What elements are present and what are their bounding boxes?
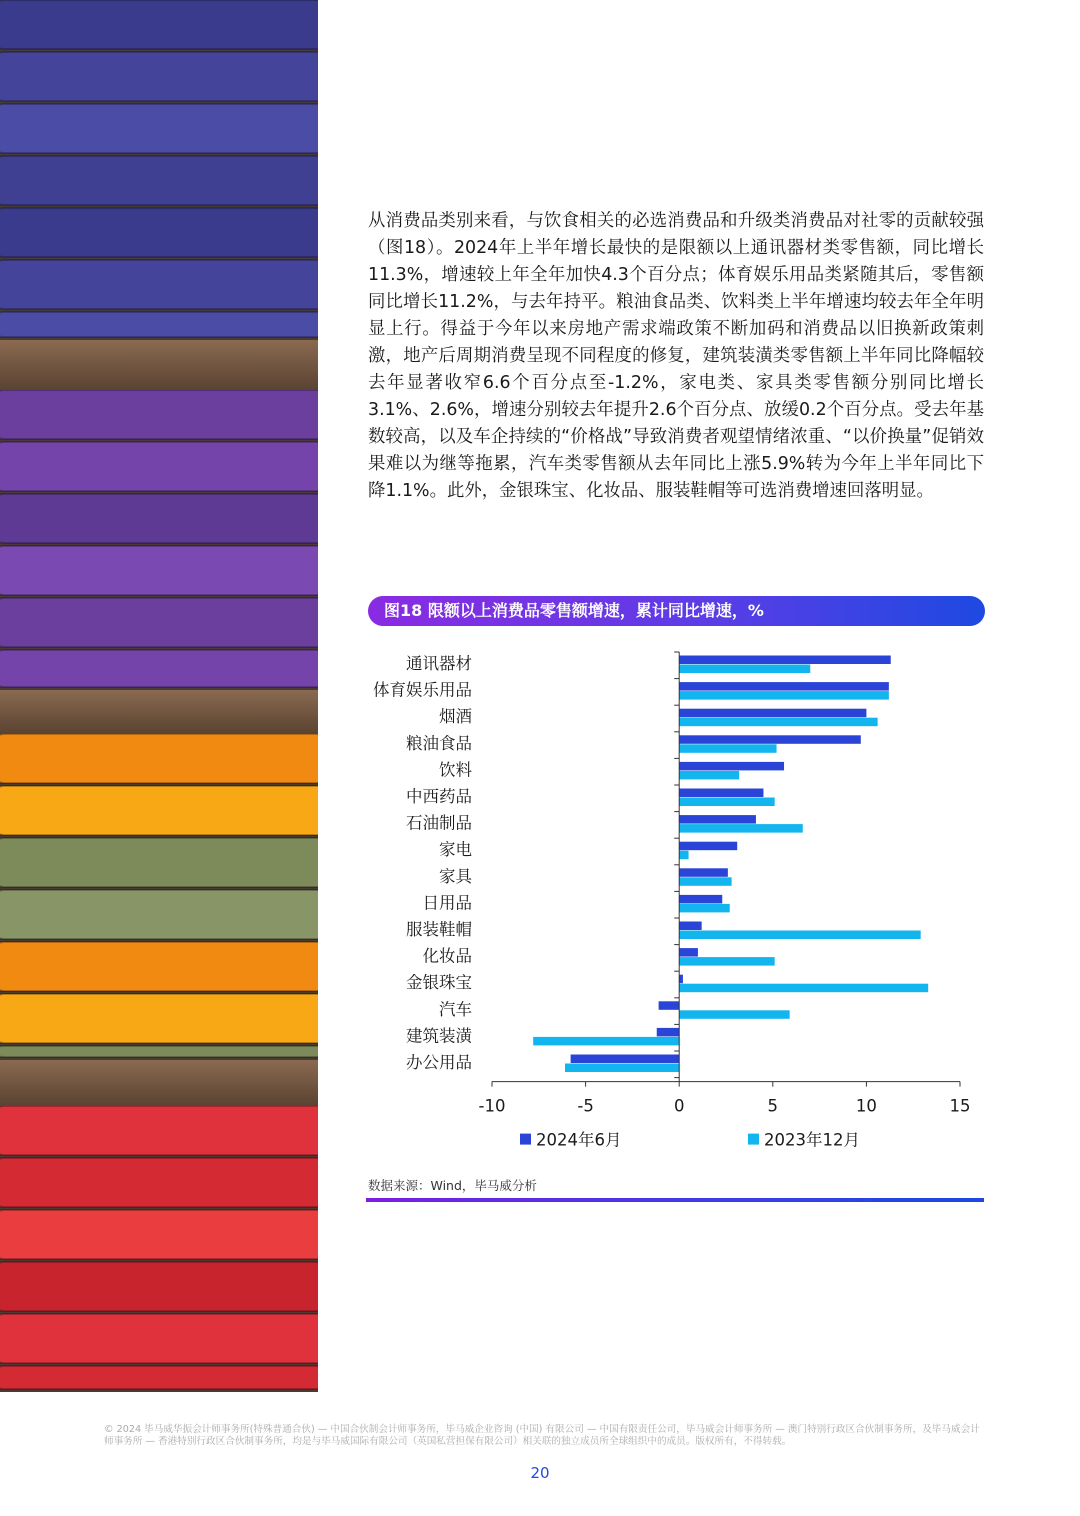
- bar-2023-12: [679, 957, 774, 966]
- x-tick-label: 5: [767, 1096, 779, 1116]
- bar-2024-06: [679, 789, 763, 798]
- bar-2023-12: [679, 771, 739, 780]
- bar-2024-06: [657, 1028, 679, 1037]
- sweater-stacks-illustration: [0, 0, 318, 1392]
- legend-swatch-2023-12: [748, 1134, 759, 1145]
- category-label: 服装鞋帽: [406, 920, 472, 939]
- category-label: 中西药品: [406, 787, 472, 806]
- source-divider: [366, 1198, 984, 1202]
- analysis-paragraph: 从消费品类别来看，与饮食相关的必选消费品和升级类消费品对社零的贡献较强（图18）。2024年上半年增长最快的是限额以上通讯器材类零售额，同比增长11.3%，增速较上年全年加快4.3个百分点；体育娱乐用品类紧随其后，零售额同比增长11.2%，与去年持平。粮油食品类、饮料类上半年增速均较去年全年明显上行。得益于今年以来房地产需求端政策不断加码和消费品以旧换新政策刺激，地产后周期消费呈现不同程度的修复，建筑装潢类零售额上半年同比降幅较去年显著收窄6.6个百分点至-1.2%，家电类、家具类零售额分别同比增长3.1%、2.6%，增速分别较去年提升2.6个百分点、放缓0.2个百分点。受去年基数较高，以及车企持续的“价格战”导致消费者观望情绪浓重、“以价换量”促销效果难以为继等拖累，汽车类零售额从去年同比上涨5.9%转为今年上半年同比下降1.1%。此外，金银珠宝、化妆品、服装鞋帽等可选消费增速回落明显。: [368, 211, 984, 501]
- bar-2023-12: [679, 665, 810, 674]
- folded-sweaters-photo: [0, 0, 318, 1392]
- bar-2024-06: [679, 656, 891, 665]
- bar-2024-06: [679, 735, 861, 744]
- category-label: 家电: [439, 840, 472, 860]
- page-number: 20: [530, 1464, 550, 1482]
- bar-2023-12: [679, 984, 928, 993]
- category-label: 石油制品: [406, 813, 472, 833]
- bar-2023-12: [565, 1064, 679, 1073]
- category-label: 金银珠宝: [406, 973, 472, 993]
- bar-2024-06: [679, 709, 866, 718]
- bar-2024-06: [679, 815, 756, 824]
- bar-2024-06: [679, 682, 889, 691]
- category-label: 建筑装潢: [406, 1026, 472, 1046]
- bar-2023-12: [679, 798, 774, 807]
- x-tick-label: -10: [478, 1096, 506, 1116]
- category-label: 饮料: [439, 760, 472, 780]
- x-tick-label: 15: [949, 1096, 971, 1116]
- legend-label-2023-12: 2023年12月: [764, 1130, 860, 1150]
- x-tick-label: -5: [577, 1096, 594, 1116]
- bar-2023-12: [679, 691, 889, 700]
- bar-2024-06: [571, 1055, 680, 1064]
- category-label: 粮油食品: [406, 733, 472, 753]
- category-label: 办公用品: [406, 1053, 472, 1072]
- bar-2023-12: [679, 1010, 789, 1019]
- category-label: 烟酒: [439, 707, 472, 727]
- category-label: 日用品: [422, 893, 472, 913]
- bar-2023-12: [679, 744, 776, 753]
- bar-2023-12: [679, 851, 688, 860]
- figure-title-banner: 图18 限额以上消费品零售额增速，累计同比增速，%: [368, 596, 985, 626]
- bar-2023-12: [679, 904, 730, 913]
- data-source-note: 数据来源：Wind，毕马威分析: [368, 1178, 537, 1193]
- bar-2024-06: [679, 868, 728, 877]
- bar-2024-06: [679, 895, 722, 904]
- legend-swatch-2024-06: [520, 1134, 531, 1145]
- bar-chart-svg: [340, 640, 1000, 1160]
- category-label: 化妆品: [422, 946, 472, 966]
- bar-chart: [340, 640, 1000, 1160]
- category-label: 通讯器材: [406, 654, 472, 673]
- bar-2024-06: [679, 922, 701, 931]
- category-label: 家具: [439, 866, 472, 886]
- bar-2023-12: [679, 824, 803, 833]
- bar-2023-12: [533, 1037, 679, 1046]
- bar-2023-12: [679, 718, 877, 727]
- bar-2024-06: [679, 842, 737, 851]
- bar-2024-06: [679, 762, 784, 771]
- bar-2023-12: [679, 877, 731, 886]
- category-label: 汽车: [439, 999, 472, 1019]
- bar-2024-06: [659, 1001, 680, 1010]
- copyright-footer: © 2024 毕马威华振会计师事务所(特殊普通合伙) — 中国合伙制会计师事务所，毕马威企业咨询 (中国) 有限公司 — 中国有限责任公司，毕马威会计师事务所 — 澳门特别行政区合伙制事务所，及毕马威会计师事务所 — 香港特别行政区合伙制事务所，均是与毕马威国际有限公司（英国私营担保有限公司）相关联的独立成员所全球组织中的成员。版权所有，不得转载。: [104, 1424, 980, 1447]
- x-tick-label: 0: [673, 1096, 685, 1116]
- bar-2024-06: [679, 975, 683, 984]
- category-label: 体育娱乐用品: [373, 680, 472, 700]
- bar-2024-06: [679, 948, 698, 957]
- bar-2023-12: [679, 931, 920, 940]
- legend-label-2024-06: 2024年6月: [536, 1130, 622, 1150]
- x-tick-label: 10: [855, 1096, 877, 1116]
